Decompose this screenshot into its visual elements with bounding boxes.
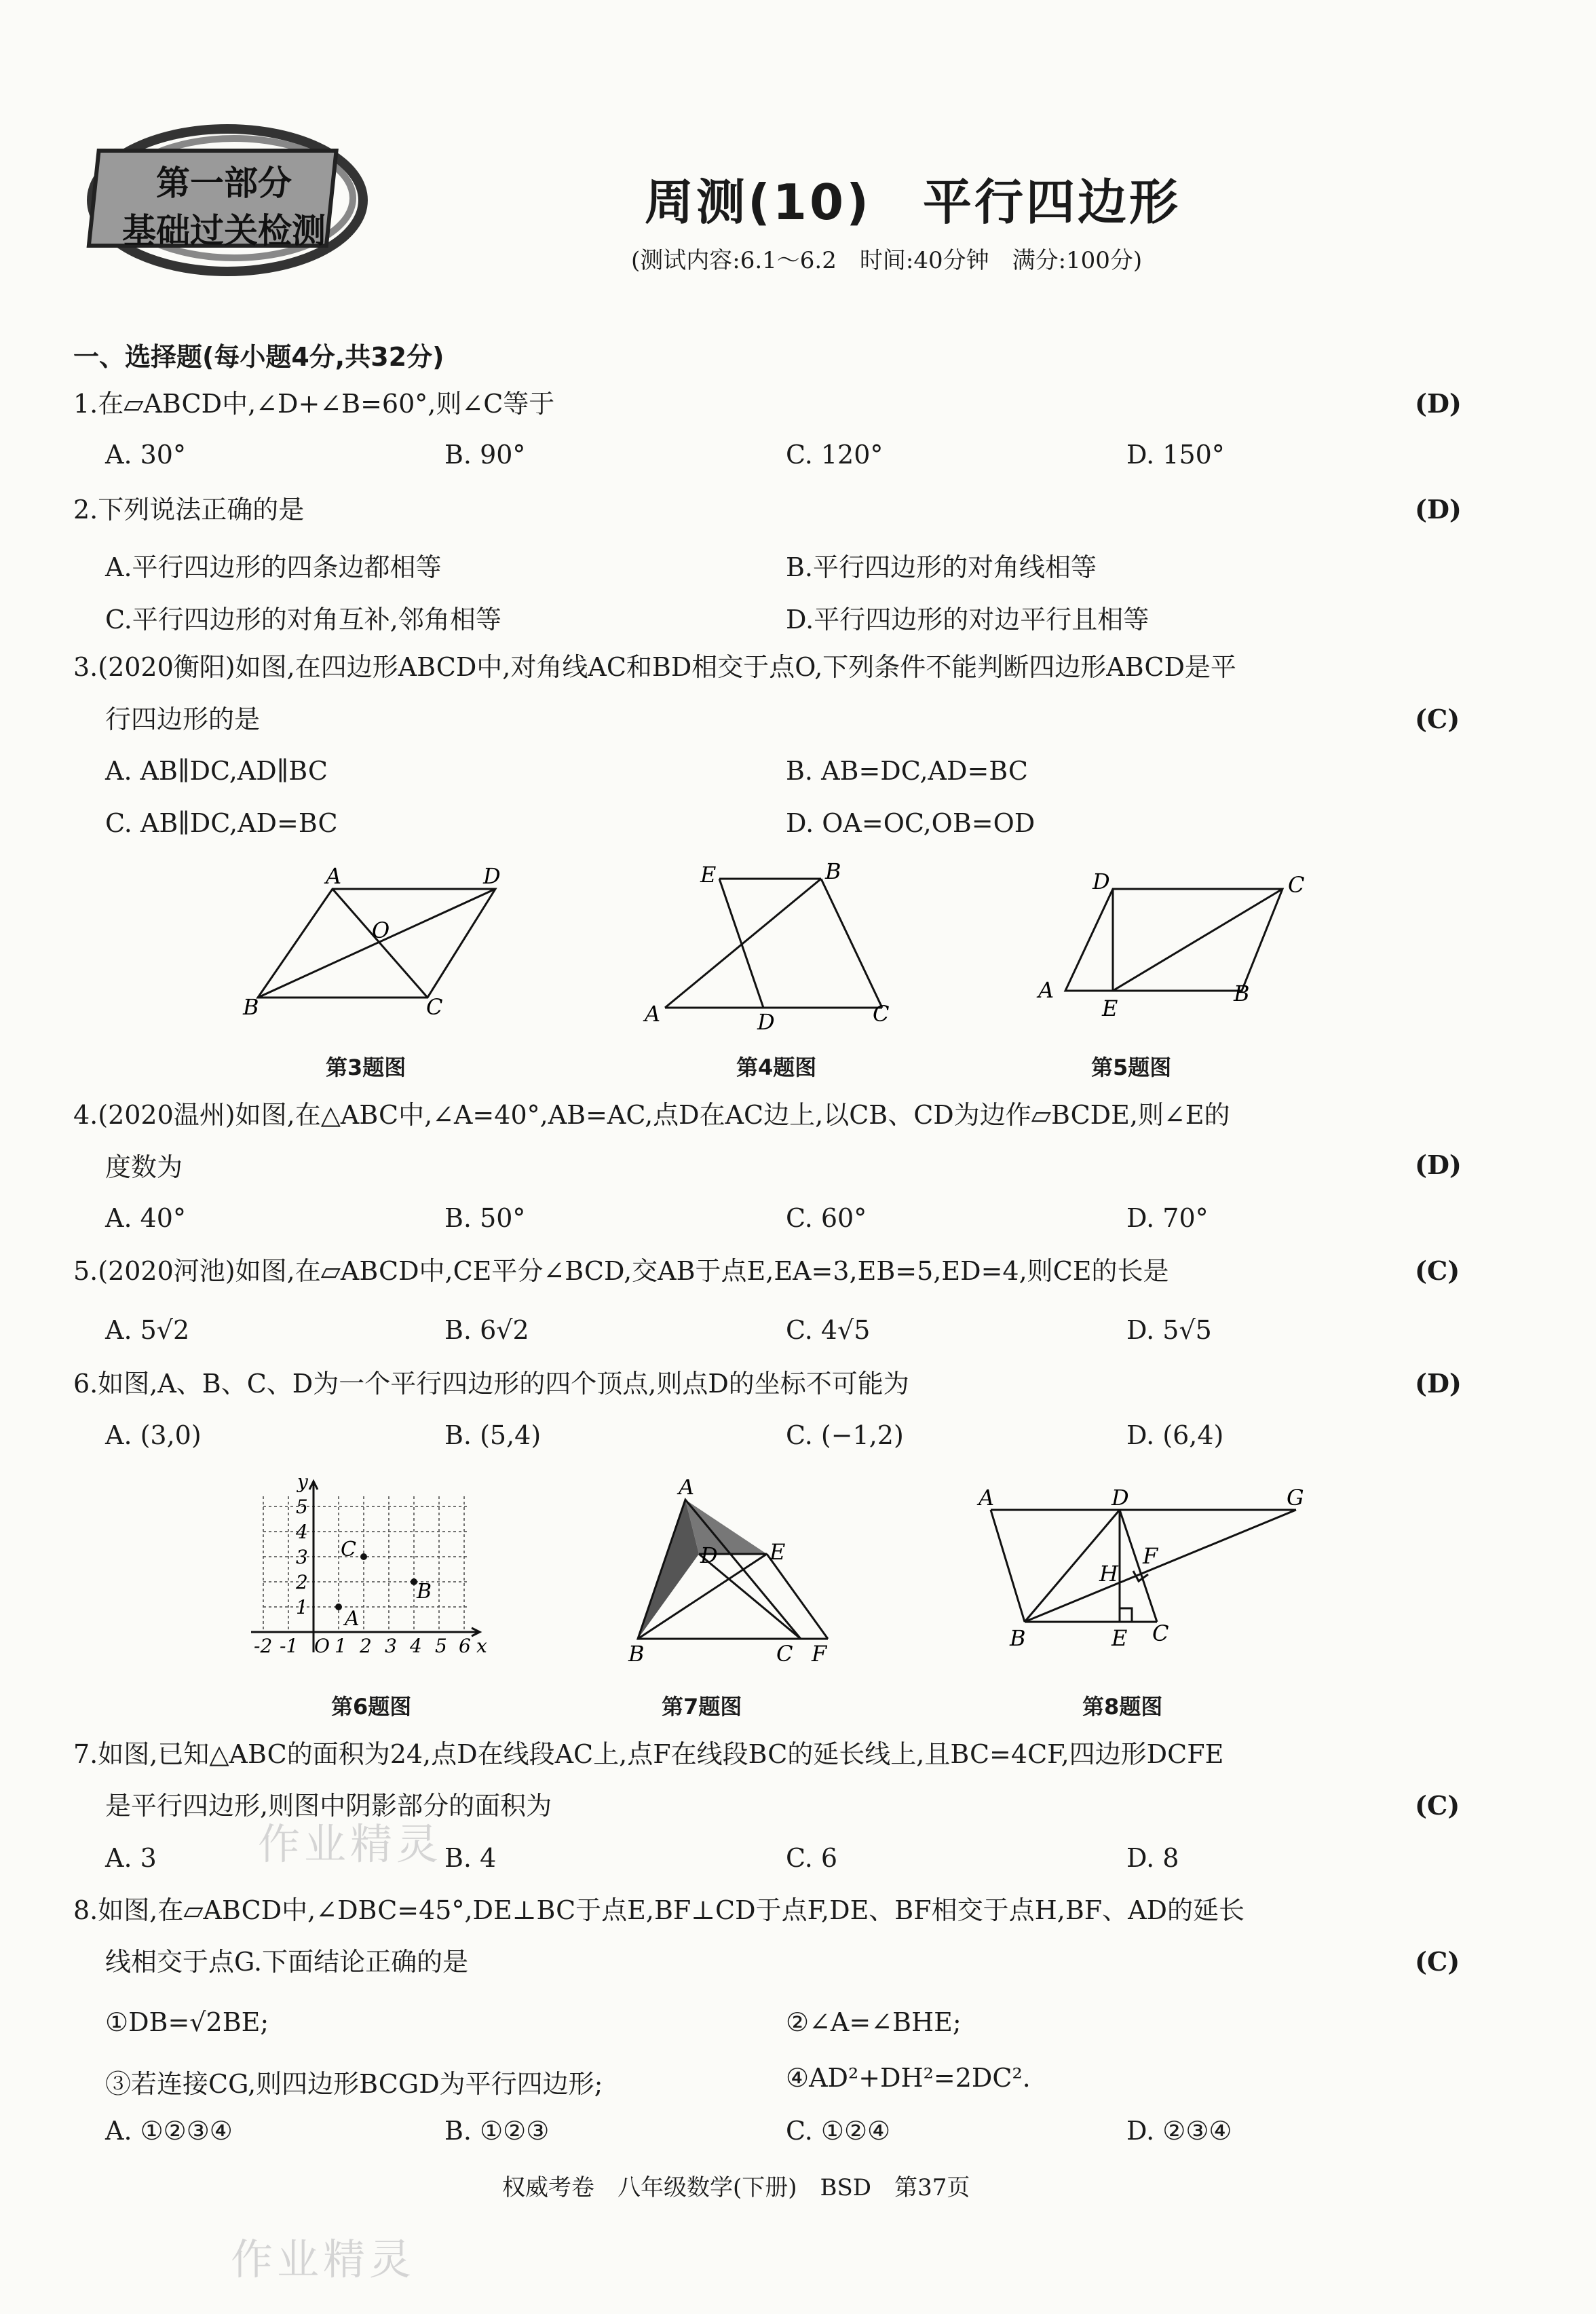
- fig8-label-b: B: [1010, 1625, 1026, 1651]
- q7-option-a: A. 3: [105, 1843, 157, 1873]
- q2-option-b: B.平行四边形的对角线相等: [786, 552, 1097, 582]
- page-footer: 权威考卷 八年级数学(下册) BSD 第37页: [502, 2174, 970, 2201]
- fig5-label-c: C: [1288, 872, 1305, 898]
- badge-line1: 第一部分: [156, 164, 292, 203]
- fig4-label-e: E: [700, 862, 717, 888]
- section-heading: 一、选择题(每小题4分,共32分): [73, 342, 444, 372]
- fig8-label-g: G: [1287, 1486, 1304, 1511]
- q8-statement-3: ③若连接CG,则四边形BCGD为平行四边形;: [105, 2069, 603, 2099]
- fig8-label-d: D: [1112, 1486, 1129, 1511]
- q3-option-c: C. AB∥DC,AD=BC: [105, 808, 338, 838]
- fig6-label-y: y: [297, 1471, 308, 1493]
- fig7-label-a: A: [679, 1479, 695, 1500]
- q3-stem-line1: 3.(2020衡阳)如图,在四边形ABCD中,对角线AC和BD相交于点O,下列条件不能判断四边形ABCD是平: [73, 652, 1236, 682]
- q2-answer: (D): [1415, 494, 1462, 525]
- fig6-label-x3: 3: [385, 1635, 397, 1657]
- fig6-label-c: C: [341, 1538, 356, 1561]
- fig5-label-a: A: [1038, 977, 1054, 1003]
- q1-option-c: C. 120°: [786, 440, 884, 470]
- fig5-label-b: B: [1234, 981, 1250, 1006]
- fig6-label-a: A: [345, 1607, 360, 1631]
- fig7-label-b: B: [628, 1641, 645, 1667]
- q4-stem-line2: 度数为: [105, 1152, 183, 1182]
- q4-option-a: A. 40°: [105, 1203, 186, 1233]
- fig5-label-d: D: [1092, 869, 1110, 894]
- fig3-label-a: A: [326, 863, 342, 889]
- fig8-label-h: H: [1099, 1561, 1118, 1587]
- q2-option-d: D.平行四边形的对边平行且相等: [786, 605, 1150, 634]
- fig8-label-e: E: [1112, 1625, 1128, 1651]
- q3-option-b: B. AB=DC,AD=BC: [786, 756, 1029, 786]
- fig3-label-o: O: [372, 917, 390, 943]
- figure-4: [638, 852, 902, 1035]
- q5-option-b: B. 6√2: [444, 1315, 529, 1345]
- fig6-label-b: B: [417, 1580, 432, 1604]
- fig5-label-e: E: [1102, 995, 1118, 1021]
- fig3-label-d: D: [483, 863, 501, 889]
- test-info: (测试内容:6.1～6.2 时间:40分钟 满分:100分): [631, 247, 1143, 274]
- q6-answer: (D): [1415, 1368, 1462, 1399]
- q7-option-d: D. 8: [1126, 1843, 1179, 1873]
- fig4-label-d: D: [757, 1009, 775, 1035]
- fig6-caption: 第6题图: [331, 1694, 412, 1720]
- fig4-label-a: A: [645, 1001, 661, 1027]
- figure-3: [238, 862, 522, 1025]
- fig4-caption: 第4题图: [736, 1055, 817, 1080]
- q6-option-b: B. (5,4): [444, 1420, 542, 1450]
- q6-option-a: A. (3,0): [105, 1420, 202, 1450]
- fig6-label-x5: 5: [435, 1635, 447, 1657]
- q4-answer: (D): [1415, 1150, 1462, 1180]
- fig6-label-2: 2: [296, 1571, 308, 1593]
- q4-stem-line1: 4.(2020温州)如图,在△ABC中,∠A=40°,AB=AC,点D在AC边上,以CB、CD为边作▱BCDE,则∠E的: [73, 1100, 1230, 1130]
- fig8-label-a: A: [978, 1486, 995, 1511]
- q2-option-a: A.平行四边形的四条边都相等: [105, 552, 442, 582]
- fig3-caption: 第3题图: [326, 1055, 406, 1080]
- q7-stem-line1: 7.如图,已知△ABC的面积为24,点D在线段AC上,点F在线段BC的延长线上,且BC=4CF,四边形DCFE: [73, 1739, 1224, 1769]
- fig7-label-c: C: [776, 1641, 793, 1667]
- fig6-label-x6: 6: [459, 1635, 471, 1657]
- q8-statement-2: ②∠A=∠BHE;: [786, 2007, 962, 2037]
- fig3-label-c: C: [426, 994, 443, 1020]
- fig3-label-b: B: [243, 994, 259, 1020]
- fig6-label-o: O: [314, 1635, 330, 1657]
- q1-option-b: B. 90°: [444, 440, 526, 470]
- fig6-label-1: 1: [296, 1596, 308, 1618]
- fig6-label-5: 5: [296, 1496, 308, 1518]
- q1-option-a: A. 30°: [105, 440, 186, 470]
- fig6-label-x: x: [476, 1635, 487, 1657]
- q8-option-b: B. ①②③: [444, 2116, 550, 2146]
- fig7-label-e: E: [770, 1539, 786, 1565]
- fig4-label-b: B: [825, 858, 841, 884]
- q7-option-c: C. 6: [786, 1843, 838, 1873]
- q3-option-d: D. OA=OC,OB=OD: [786, 808, 1036, 838]
- q7-stem-line2: 是平行四边形,则图中阴影部分的面积为: [105, 1791, 552, 1821]
- q2-stem: 2.下列说法正确的是: [73, 495, 305, 525]
- q6-option-c: C. (−1,2): [786, 1420, 904, 1450]
- q1-answer: (D): [1415, 388, 1462, 419]
- fig6-label-x4: 4: [410, 1635, 422, 1657]
- q7-option-b: B. 4: [444, 1843, 497, 1873]
- fig6-label-3: 3: [296, 1546, 308, 1568]
- q4-option-b: B. 50°: [444, 1203, 526, 1233]
- q5-option-c: C. 4√5: [786, 1315, 871, 1345]
- fig8-caption: 第8题图: [1082, 1694, 1163, 1720]
- q8-stem-line2: 线相交于点G.下面结论正确的是: [105, 1947, 469, 1977]
- q5-option-a: A. 5√2: [105, 1315, 190, 1345]
- fig6-label-x1: 1: [335, 1635, 347, 1657]
- q1-option-d: D. 150°: [1126, 440, 1225, 470]
- q3-answer: (C): [1415, 704, 1460, 734]
- badge-line2: 基础过关检测: [122, 211, 326, 250]
- fig7-label-f: F: [812, 1641, 827, 1667]
- q3-option-a: A. AB∥DC,AD∥BC: [105, 756, 328, 786]
- q5-answer: (C): [1415, 1255, 1460, 1286]
- fig4-label-c: C: [873, 1001, 890, 1027]
- fig6-label-neg2: -2: [254, 1635, 273, 1657]
- figure-6: [244, 1469, 502, 1673]
- fig5-caption: 第5题图: [1091, 1055, 1172, 1080]
- q8-option-a: A. ①②③④: [105, 2116, 233, 2146]
- q1-stem: 1.在▱ABCD中,∠D+∠B=60°,则∠C等于: [73, 389, 555, 419]
- q6-stem: 6.如图,A、B、C、D为一个平行四边形的四个顶点,则点D的坐标不可能为: [73, 1369, 909, 1399]
- q8-option-c: C. ①②④: [786, 2116, 891, 2146]
- q8-statement-1: ①DB=√2BE;: [105, 2007, 269, 2037]
- q4-option-c: C. 60°: [786, 1203, 867, 1233]
- q5-stem: 5.(2020河池)如图,在▱ABCD中,CE平分∠BCD,交AB于点E,EA=3,EB=5,ED=4,则CE的长是: [73, 1256, 1169, 1286]
- watermark-2: 作业精灵: [231, 2235, 416, 2284]
- fig8-label-f: F: [1143, 1543, 1158, 1569]
- fig6-label-neg1: -1: [280, 1635, 299, 1657]
- figure-8: [970, 1486, 1323, 1663]
- q8-statement-4: ④AD²+DH²=2DC².: [786, 2063, 1031, 2093]
- q6-option-d: D. (6,4): [1126, 1420, 1224, 1450]
- fig7-label-d: D: [700, 1542, 718, 1568]
- q3-stem-line2: 行四边形的是: [105, 704, 261, 734]
- q8-answer: (C): [1415, 1946, 1460, 1977]
- fig6-label-x2: 2: [360, 1635, 372, 1657]
- figure-7: [624, 1479, 855, 1669]
- fig7-caption: 第7题图: [662, 1694, 742, 1720]
- fig8-label-c: C: [1152, 1620, 1169, 1646]
- q8-option-d: D. ②③④: [1126, 2116, 1232, 2146]
- q2-option-c: C.平行四边形的对角互补,邻角相等: [105, 605, 501, 634]
- q8-stem-line1: 8.如图,在▱ABCD中,∠DBC=45°,DE⊥BC于点E,BF⊥CD于点F,DE、BF相交于点H,BF、AD的延长: [73, 1895, 1245, 1925]
- page-title: 周测(10) 平行四边形: [645, 174, 1181, 231]
- q4-option-d: D. 70°: [1126, 1203, 1209, 1233]
- fig6-label-4: 4: [296, 1521, 308, 1543]
- q7-answer: (C): [1415, 1790, 1460, 1821]
- figure-5: [1025, 865, 1323, 1025]
- q5-option-d: D. 5√5: [1126, 1315, 1212, 1345]
- watermark-1: 作业精灵: [258, 1819, 443, 1869]
